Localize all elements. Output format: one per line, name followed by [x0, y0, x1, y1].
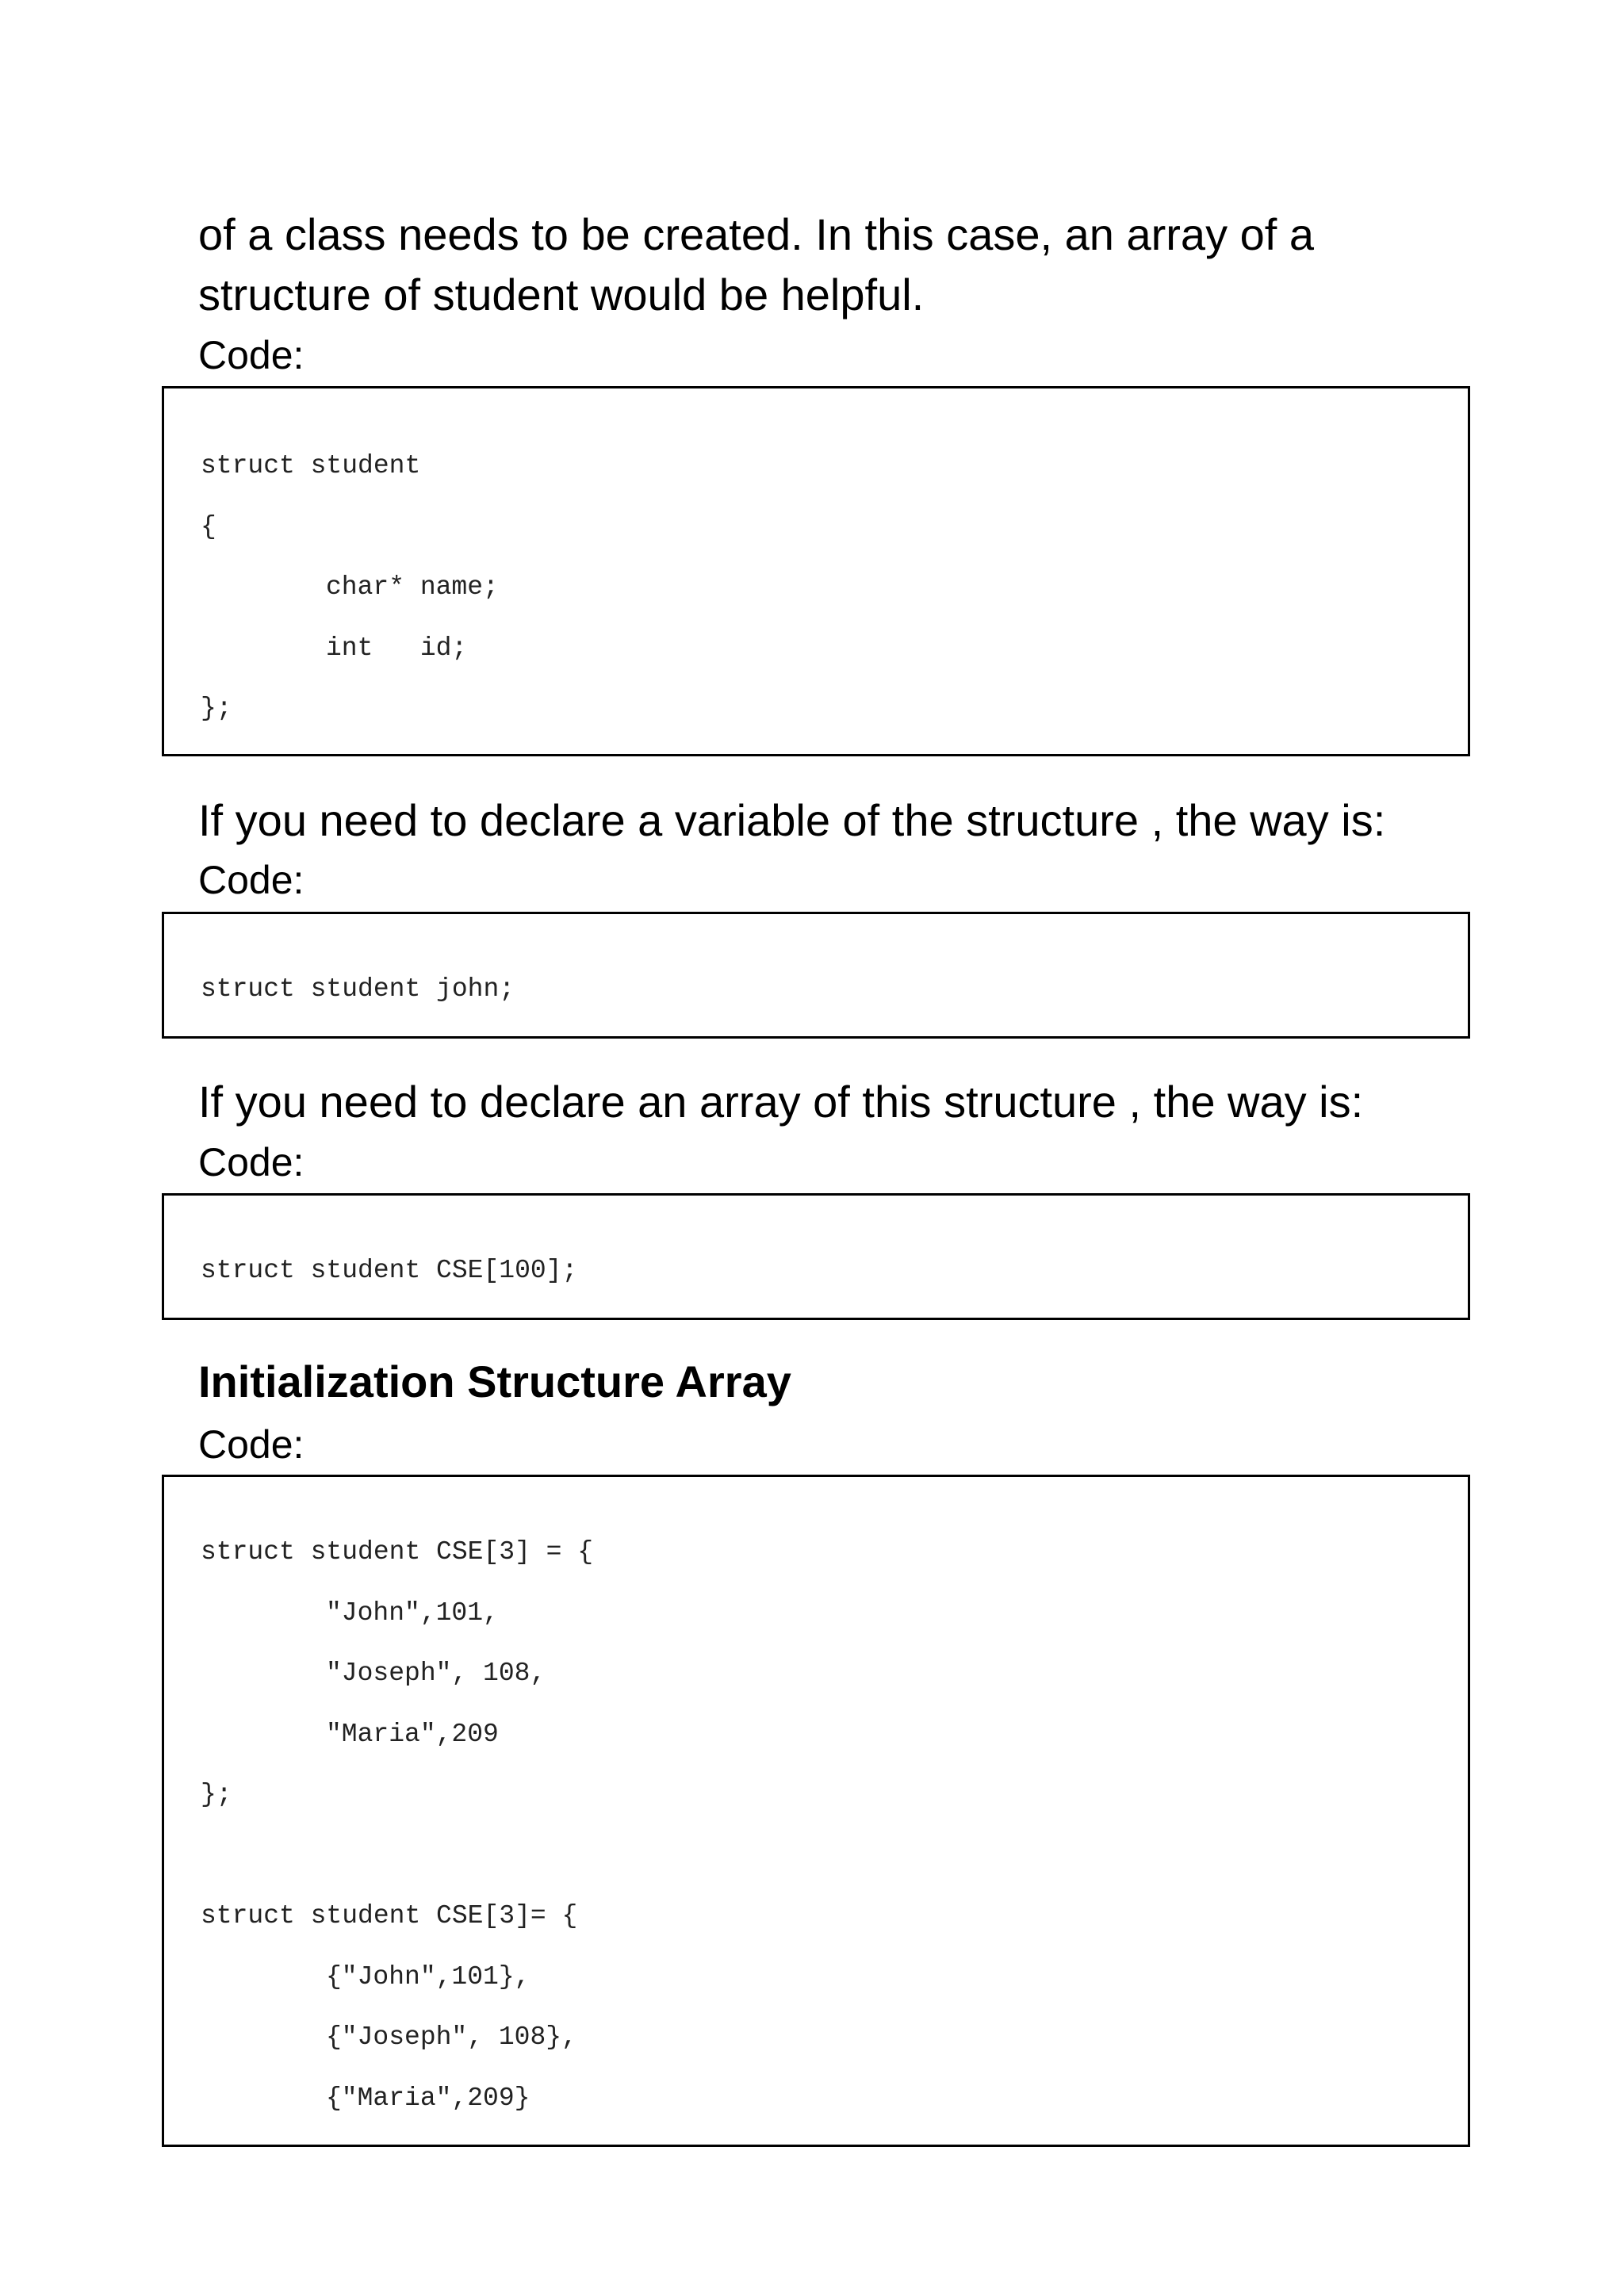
text-declare-variable: If you need to declare a variable of the structure , the way is: — [198, 795, 1386, 845]
code-line: { — [201, 512, 216, 541]
code-line: "Joseph", 108, — [326, 1659, 546, 1688]
code-line: struct student CSE[3] = { — [201, 1537, 594, 1567]
code-line: char* name; — [326, 572, 499, 602]
code-block-variable-declaration — [162, 912, 1470, 1039]
intro-line-2: structure of student would be helpful. — [198, 270, 925, 320]
intro-line-1: of a class needs to be created. In this case, an array of a — [198, 209, 1315, 259]
code-line: "John",101, — [326, 1598, 499, 1628]
code-line: struct student — [201, 451, 421, 480]
code-line: struct student CSE[3]= { — [201, 1901, 578, 1931]
code-line: {"Joseph", 108}, — [326, 2022, 577, 2052]
text-declare-array: If you need to declare an array of this structure , the way is: — [198, 1077, 1364, 1127]
code-line: struct student CSE[100]; — [201, 1256, 578, 1285]
code-line: {"John",101}, — [326, 1962, 530, 1992]
code-label-1: Code: — [198, 333, 304, 377]
code-line: struct student john; — [201, 974, 515, 1004]
section-heading-initialization: Initialization Structure Array — [198, 1357, 791, 1406]
code-line: }; — [201, 1780, 232, 1809]
code-block-array-declaration — [162, 1193, 1470, 1320]
code-label-2: Code: — [198, 858, 304, 902]
code-block-array-initialization — [162, 1475, 1470, 2147]
code-line: "Maria",209 — [326, 1720, 499, 1749]
code-label-4: Code: — [198, 1422, 304, 1467]
code-block-struct-definition — [162, 386, 1470, 756]
code-line: }; — [201, 694, 232, 723]
code-label-3: Code: — [198, 1140, 304, 1184]
code-line: {"Maria",209} — [326, 2084, 530, 2113]
code-line: int id; — [326, 633, 468, 663]
